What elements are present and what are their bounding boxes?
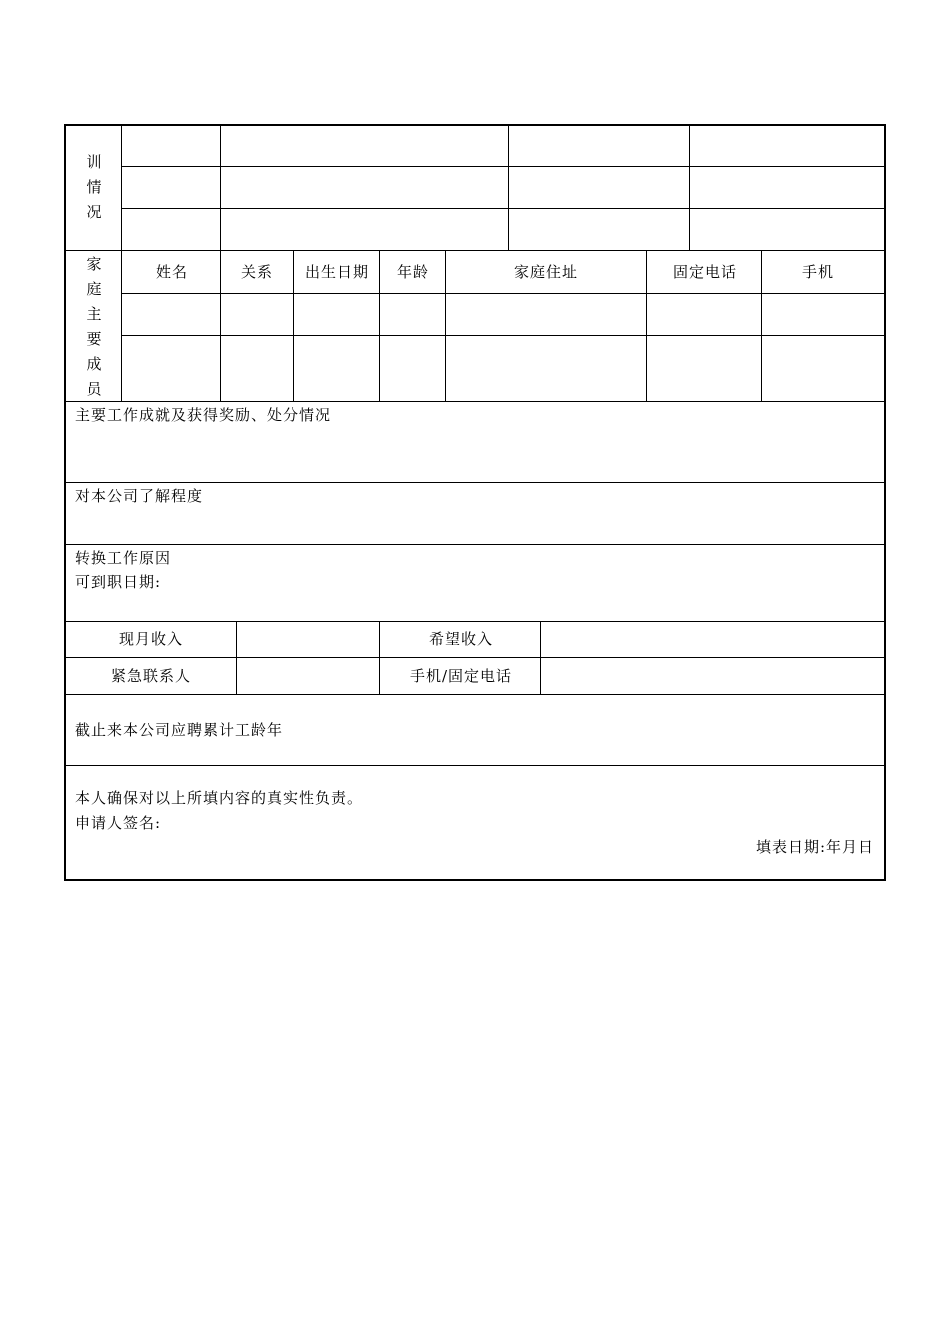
- family-cell[interactable]: [647, 294, 761, 335]
- expected-income-field[interactable]: [541, 622, 884, 657]
- training-side-label: 训情况: [86, 153, 102, 221]
- family-cell[interactable]: [446, 336, 646, 401]
- training-cell[interactable]: [122, 167, 220, 208]
- training-cell[interactable]: [509, 209, 689, 250]
- grid-line: [65, 694, 885, 695]
- declaration-statement: 本人确保对以上所填内容的真实性负责。: [75, 789, 364, 807]
- emergency-phone-label: 手机/固定电话: [409, 667, 513, 685]
- family-header-landline: 固定电话: [672, 263, 738, 281]
- work-years-label: 截止来本公司应聘累计工龄年: [75, 721, 284, 739]
- grid-line: [65, 250, 885, 251]
- family-cell[interactable]: [380, 294, 445, 335]
- training-cell[interactable]: [509, 126, 689, 166]
- current-income-field[interactable]: [237, 622, 379, 657]
- family-header-relation: 关系: [240, 263, 274, 281]
- family-cell[interactable]: [294, 336, 379, 401]
- grid-line: [65, 482, 885, 483]
- training-cell[interactable]: [690, 167, 884, 208]
- grid-line: [65, 765, 885, 766]
- family-cell[interactable]: [446, 294, 646, 335]
- training-cell[interactable]: [221, 126, 508, 166]
- training-cell[interactable]: [509, 167, 689, 208]
- job-change-reason-label: 转换工作原因: [75, 549, 172, 567]
- family-cell[interactable]: [122, 336, 220, 401]
- family-header-mobile: 手机: [801, 263, 835, 281]
- training-cell[interactable]: [690, 126, 884, 166]
- family-cell[interactable]: [762, 294, 884, 335]
- grid-line: [379, 621, 380, 694]
- emergency-contact-label: 紧急联系人: [110, 667, 192, 685]
- family-cell[interactable]: [762, 336, 884, 401]
- family-cell[interactable]: [380, 336, 445, 401]
- signature-field[interactable]: [170, 810, 470, 834]
- family-cell[interactable]: [221, 294, 293, 335]
- expected-income-label: 希望收入: [428, 630, 494, 648]
- family-side-label: 家庭主要成员: [86, 255, 102, 398]
- fill-date-label: 填表日期:年月日: [755, 838, 874, 856]
- family-cell[interactable]: [647, 336, 761, 401]
- family-header-birthdate: 出生日期: [304, 263, 370, 281]
- grid-line: [65, 544, 885, 545]
- training-cell[interactable]: [221, 167, 508, 208]
- training-cell[interactable]: [122, 209, 220, 250]
- emergency-contact-field[interactable]: [237, 658, 379, 694]
- family-header-address: 家庭住址: [513, 263, 579, 281]
- training-cell[interactable]: [690, 209, 884, 250]
- family-cell[interactable]: [221, 336, 293, 401]
- company-knowledge-field[interactable]: [66, 508, 884, 544]
- family-header-age: 年龄: [396, 263, 430, 281]
- company-knowledge-label: 对本公司了解程度: [75, 487, 204, 505]
- start-date-label: 可到职日期:: [75, 573, 162, 591]
- training-cell[interactable]: [122, 126, 220, 166]
- current-income-label: 现月收入: [118, 630, 184, 648]
- emergency-phone-field[interactable]: [541, 658, 884, 694]
- grid-line: [65, 401, 885, 402]
- achievements-field[interactable]: [66, 428, 884, 482]
- family-cell[interactable]: [122, 294, 220, 335]
- training-cell[interactable]: [221, 209, 508, 250]
- family-cell[interactable]: [294, 294, 379, 335]
- family-header-name: 姓名: [155, 263, 189, 281]
- signature-label: 申请人签名:: [75, 814, 162, 832]
- achievements-label: 主要工作成就及获得奖励、处分情况: [75, 406, 332, 424]
- job-change-field[interactable]: [240, 546, 884, 620]
